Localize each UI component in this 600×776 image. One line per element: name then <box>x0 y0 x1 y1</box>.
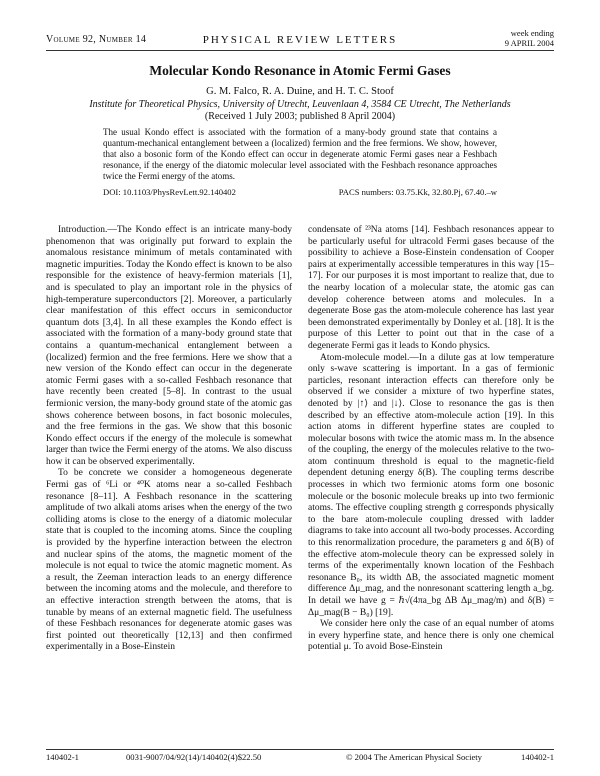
page-number-left: 140402-1 <box>46 752 79 762</box>
paragraph: Introduction.—The Kondo effect is an intricate many-body phenomenon that was originally put forward to explain the anomalous resistance minimum of metals contaminated with magnetic impurities. Today the Kondo effect is known to be also responsible for the existence of heavy-fermion materials [1], and is speculated to play an important role in the physics of high-temperature superconductors [2]. Moreover, a particularly clear manifestation of this effect occurs in semiconductor quantum dots [3,4]. In all these examples the Kondo effect is associated with the formation of a many-body ground state that contains a quantum-mechanical entanglement between a (localized) fermion and the free fermions. Here we show that a new version of the Kondo effect can occur in the degenerate atomic Fermi gases with a so-called Feshbach resonance that have recently been created [5–8]. In contrast to the usual fermionic version, the many-body ground state of the atomic gas shows coherence between bosons, in fact bosonic molecules, and the free fermions in the gas. We show that this bosonic Kondo effect occurs if the energy of the molecule is somewhat larger than twice the Fermi energy of the atoms. We also discuss how it can be observed experimentally. <box>46 225 292 467</box>
volume-number: Volume 92, Number 14 <box>46 34 147 45</box>
paragraph: To be concrete we consider a homogeneous degenerate Fermi gas of ⁶Li or ⁴⁰K atoms near a so-called Feshbach resonance [8–11]. A Feshbach resonance in the scattering amplitude of two alkali atoms arises when the energy of the two colliding atoms is close to the energy of a diatomic molecular state that is coupled to the incoming atoms. Since the coupling is provided by the hyperfine interaction between the electron and nuclear spins of the atoms, the magnetic moment of the molecule is not equal to twice the atomic magnetic moment. As a result, the Zeeman interaction leads to an energy difference between the incoming atoms and the molecule, and therefore to an effective interaction strength between the atoms, that is tunable by means of an external magnetic field. The usefulness of these Feshbach resonances for degenerate atomic gases was first pointed out theoretically [12,13] and then confirmed experimentally in a Bose-Einstein <box>46 468 292 653</box>
issue-date <box>505 28 554 48</box>
paragraph: We consider here only the case of an equal number of atoms in every hyperfine state, and hence there is only one chemical potential μ. To avoid Bose-Einstein <box>308 619 554 653</box>
abstract: The usual Kondo effect is associated with the formation of a many-body ground state that contains a quantum-mechanical entanglement between a (localized) fermion and the free fermions. We show, however, that also a bosonic form of the Kondo effect can occur in degenerate atomic Fermi gases near a Feshbach resonance, if the energy of the diatomic molecular level associated with the Feshbach resonance approaches twice the Fermi energy of the atoms. <box>103 127 497 181</box>
header-rule <box>46 50 554 51</box>
running-header <box>46 28 554 50</box>
paper-title: Molecular Kondo Resonance in Atomic Fermi Gases <box>149 63 451 78</box>
journal-name: PHYSICAL REVIEW LETTERS <box>202 34 398 46</box>
issue-date-value: 9 APRIL 2004 <box>504 38 554 48</box>
received-dates: (Received 1 July 2003; published 8 April 2004) <box>204 111 396 122</box>
doi: DOI: 10.1103/PhysRevLett.92.140402 <box>103 187 236 197</box>
author-list: G. M. Falco, R. A. Duine, and H. T. C. Stoof <box>206 86 394 97</box>
copyright: © 2004 The American Physical Society <box>346 752 482 762</box>
page-number-right: 140402-1 <box>521 752 554 762</box>
article-code: 0031-9007/04/92(14)/140402(4)$22.50 <box>126 752 262 762</box>
footer-rule <box>46 749 554 750</box>
paragraph: condensate of ²³Na atoms [14]. Feshbach resonances appear to be particularly useful for ultracold Fermi gases because of the possibility to achieve a Bose-Einstein condensation of Cooper pairs at experimentally accessible temperatures in this way [15–17]. For our purposes it is most important to realize that, due to the nearby location of a molecular state, the atomic gas can develop coherence between atoms and molecules. In a degenerate Bose gas the atom-molecule coherence has last year been demonstrated experimentally by Donley et al. [18]. It is the purpose of this Letter to point out that in the case of a degenerate Fermi gas it leads to Kondo physics. <box>308 225 554 351</box>
page-footer <box>46 752 554 766</box>
left-column <box>46 225 292 654</box>
right-column <box>308 225 554 654</box>
paragraph: Atom-molecule model.—In a dilute gas at low temperature only s-wave scattering is important. In a gas of fermionic particles, resonant interaction effects can therefore only be observed if we consider a mixture of two hyperfine states, denoted by |↑⟩ and |↓⟩. Close to resonance the gas is then described by an effective atom-molecule action [19]. In this action atoms in different hyperfine states are coupled to molecular bosons with twice the atomic mass m. In the absence of the coupling, the energy of the molecules relative to the two-atom continuum threshold is equal to the magnetic-field dependent detuning energy δ(B). The coupling terms describe processes in which two fermionic atoms form one bosonic molecule or the bosonic molecule breaks up into two fermionic atoms. The effective coupling strength g corresponds physically to the bare atom-molecule coupling dressed with ladder diagrams to take into account all two-body processes. According to this renormalization procedure, the parameters g and δ(B) of the effective atom-molecule theory can be expressed solely in terms of the experimentally known location of the Feshbach resonance B₀, its width ΔB, the associated magnetic moment difference Δμ_mag, and the nonresonant scattering length a_bg. In detail we have g = ℏ√(4πa_bg ΔB Δμ_mag/m) and δ(B) = Δμ_mag(B − B₀) [19]. <box>308 352 554 618</box>
week-ending-label: week ending <box>510 28 554 38</box>
affiliation: Institute for Theoretical Physics, University of Utrecht, Leuvenlaan 4, 3584 CE Utrecht, The Netherlands <box>89 99 511 110</box>
pacs-numbers: PACS numbers: 03.75.Kk, 32.80.Pj, 67.40.–w <box>338 187 497 197</box>
